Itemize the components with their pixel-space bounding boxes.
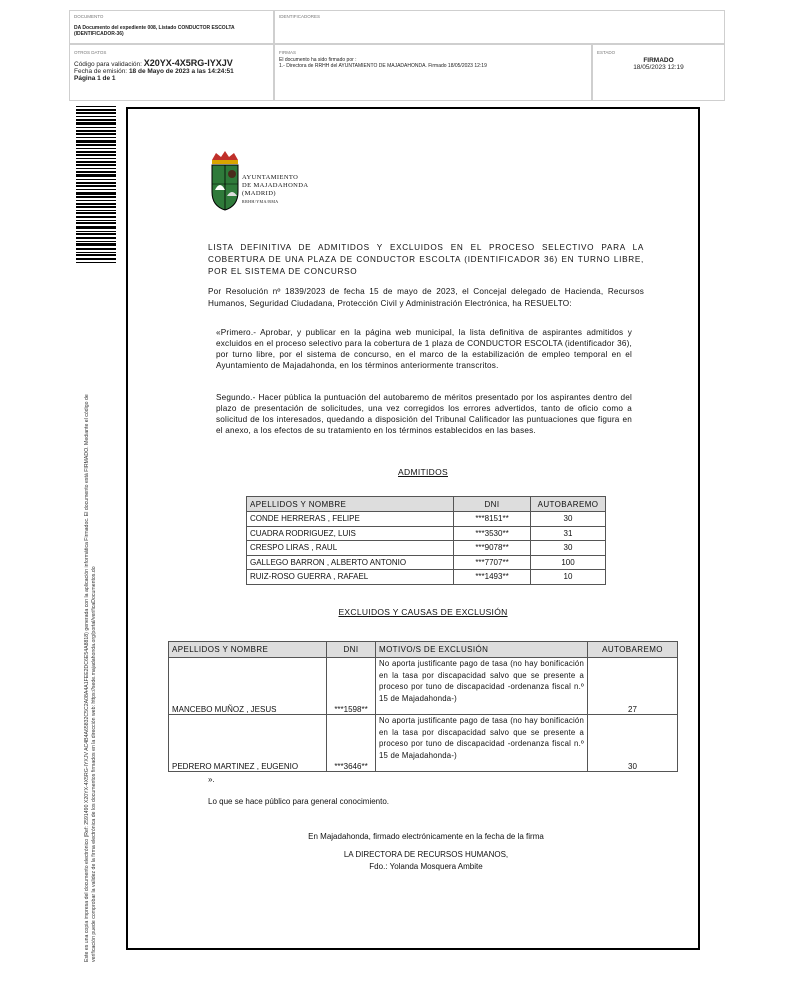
identificadores-label: IDENTIFICADORES bbox=[279, 14, 321, 19]
barcode-bar bbox=[76, 140, 116, 143]
side-verification-note bbox=[84, 302, 98, 962]
barcode-bar bbox=[76, 241, 116, 242]
admitidos-row bbox=[247, 541, 606, 556]
admitidos-header-dni: DNI bbox=[454, 497, 531, 512]
barcode-bar bbox=[76, 109, 116, 111]
excluidos-cell-name: MANCEBO MUÑOZ , JESUS bbox=[169, 658, 327, 715]
otros-box bbox=[69, 44, 274, 101]
barcode-bar bbox=[76, 220, 116, 221]
excluidos-heading: EXCLUIDOS Y CAUSAS DE EXCLUSIÓN bbox=[338, 607, 508, 617]
admitidos-header-score: AUTOBAREMO bbox=[531, 497, 606, 512]
barcode-bar bbox=[76, 216, 116, 218]
barcode-bar bbox=[76, 148, 116, 149]
barcode-bar bbox=[76, 206, 116, 208]
side-note-line2: verificación puede comprobar la validez de la firma electrónica de los documentos firmados en la dirección web: https://sede.majadahonda.org/portal/verificaDocumentos.do bbox=[91, 566, 97, 962]
excluidos-row bbox=[169, 658, 678, 715]
barcode-bar bbox=[76, 210, 116, 211]
admitidos-row bbox=[247, 555, 606, 570]
admitidos-table bbox=[246, 496, 606, 585]
barcode-bar bbox=[76, 200, 116, 201]
signature-place: En Majadahonda, firmado electrónicamente en la fecha de la firma bbox=[308, 832, 544, 841]
firmas-box bbox=[274, 44, 592, 101]
excluidos-header-dni: DNI bbox=[327, 642, 376, 658]
documento-label: DOCUMENTO bbox=[74, 14, 104, 19]
excluidos-cell-score: 27 bbox=[588, 658, 678, 715]
admitidos-cell-dni: ***3530** bbox=[454, 526, 531, 541]
admitidos-cell-score: 10 bbox=[531, 570, 606, 585]
barcode-bar bbox=[76, 222, 116, 224]
organization-name bbox=[242, 174, 308, 206]
admitidos-row bbox=[247, 526, 606, 541]
barcode bbox=[76, 106, 116, 282]
admitidos-cell-score: 30 bbox=[531, 512, 606, 527]
barcode-bar bbox=[76, 106, 116, 107]
barcode-bar bbox=[76, 262, 116, 263]
barcode-bar bbox=[76, 226, 116, 229]
admitidos-cell-dni: ***9078** bbox=[454, 541, 531, 556]
barcode-bar bbox=[76, 130, 116, 132]
barcode-bar bbox=[76, 158, 116, 159]
barcode-bar bbox=[76, 174, 116, 177]
barcode-bar bbox=[76, 212, 116, 214]
admitidos-row bbox=[247, 512, 606, 527]
barcode-bar bbox=[76, 168, 116, 169]
document-title: LISTA DEFINITIVA DE ADMITIDOS Y EXCLUIDOS EN EL PROCESO SELECTIVO PARA LA COBERTURA DE UNA PLAZA DE CONDUCTOR ESCOLTA (IDENTIFICADOR 36) EN TURNO LIBRE, POR EL SISTEMA DE CONCURSO bbox=[208, 243, 644, 276]
ids-box bbox=[274, 10, 725, 44]
barcode-bar bbox=[76, 133, 116, 135]
barcode-bar bbox=[76, 248, 116, 250]
admitidos-cell-score: 100 bbox=[531, 555, 606, 570]
barcode-bar bbox=[76, 243, 116, 246]
barcode-bar bbox=[76, 237, 116, 239]
barcode-bar bbox=[76, 182, 116, 184]
excluidos-header-score: AUTOBAREMO bbox=[588, 642, 678, 658]
fecha-label: Fecha de emisión: bbox=[74, 68, 128, 75]
barcode-bar bbox=[76, 233, 116, 235]
firmas-label: FIRMAS bbox=[279, 50, 297, 55]
barcode-bar bbox=[76, 252, 116, 253]
excluidos-header-motivo: MOTIVO/S DE EXCLUSIÓN bbox=[376, 642, 588, 658]
estado-value: FIRMADO bbox=[643, 57, 674, 64]
estado-date: 18/05/2023 12:19 bbox=[633, 64, 684, 71]
barcode-bar bbox=[76, 254, 116, 256]
barcode-bar bbox=[76, 258, 116, 260]
side-note-line1: Este es una copia impresa del documento electrónico (Ref: 2591490 X20YX-4X5RG-IYXJV AC4B4A65832C5C2A08A4A1FEE2DC6E54A8818) generada con la aplicación informática Firmadoc. El documento está FIRMADO. Mediante el código de bbox=[84, 394, 90, 962]
admitidos-cell-name: CONDE HERRERAS , FELIPE bbox=[247, 512, 454, 527]
coat-of-arms-logo bbox=[208, 150, 242, 212]
closing-line: Lo que se hace público para general conocimiento. bbox=[208, 797, 390, 806]
barcode-bar bbox=[76, 171, 116, 173]
doc-box bbox=[69, 10, 274, 44]
barcode-bar bbox=[76, 179, 116, 180]
firmas-line1: El documento ha sido firmado por : bbox=[279, 57, 357, 63]
barcode-bar bbox=[76, 161, 116, 163]
excluidos-header-name: APELLIDOS Y NOMBRE bbox=[169, 642, 327, 658]
segundo-paragraph: Segundo.- Hacer pública la puntuación del autobaremo de méritos presentado por los aspirantes dentro del plazo de presentación de solicitudes, una vez corregidos los errores advertidos, tanto de oficio como a solicitud de los interesados, quedando a disposición del Tribunal Calificador las puntuaciones que figura en el anexo, a los efectos de su tratamiento en los términos establecidos en las bases. bbox=[216, 393, 632, 435]
admitidos-cell-name: RUIZ-ROSO GUERRA , RAFAEL bbox=[247, 570, 454, 585]
admitidos-row bbox=[247, 570, 606, 585]
excluidos-cell-motivo: No aporta justificante pago de tasa (no hay bonificación en la tasa por discapacidad salvo que se presente a proceso por tuno de discapacidad -ordenanza fiscal n.º 15 de Majadahonda-) bbox=[376, 658, 588, 715]
barcode-bar bbox=[76, 189, 116, 190]
org-line3: (MADRID) bbox=[242, 190, 276, 197]
barcode-bar bbox=[76, 119, 116, 121]
codigo-label: Código para validación: bbox=[74, 61, 142, 68]
barcode-bar bbox=[76, 192, 116, 195]
excluidos-cell-motivo: No aporta justificante pago de tasa (no hay bonificación en la tasa por discapacidad salvo que se presente a proceso por tuno de discapacidad -ordenanza fiscal n.º 15 de Majadahonda-) bbox=[376, 715, 588, 772]
barcode-bar bbox=[76, 137, 116, 138]
barcode-bar bbox=[76, 144, 116, 146]
documento-value: DA Documento del expediente 008, Listado CONDUCTOR ESCOLTA (IDENTIFICADOR-36) bbox=[74, 25, 235, 37]
admitidos-cell-name: GALLEGO BARRON , ALBERTO ANTONIO bbox=[247, 555, 454, 570]
otros-label: OTROS DATOS bbox=[74, 50, 107, 55]
org-line2: DE MAJADAHONDA bbox=[242, 182, 309, 189]
excluidos-row bbox=[169, 715, 678, 772]
estado-box bbox=[592, 44, 725, 101]
codigo-value: X20YX-4X5RG-IYXJV bbox=[143, 58, 233, 68]
excluidos-cell-score: 30 bbox=[588, 715, 678, 772]
excluidos-cell-dni: ***3646** bbox=[327, 715, 376, 772]
barcode-bar bbox=[76, 122, 116, 125]
pagina: Página 1 de 1 bbox=[74, 75, 116, 82]
admitidos-heading: ADMITIDOS bbox=[398, 467, 448, 477]
signature-name: Fdo.: Yolanda Mosquera Ambite bbox=[369, 862, 483, 871]
barcode-bar bbox=[76, 185, 116, 187]
admitidos-cell-name: CUADRA RODRIGUEZ, LUIS bbox=[247, 526, 454, 541]
resolution-paragraph: Por Resolución nº 1839/2023 de fecha 15 de mayo de 2023, el Concejal delegado de Hacienda, Recursos Humanos, Seguridad Ciudadana, Protección Civil y Administración Electrónica, ha RESUELTO: bbox=[208, 287, 644, 308]
admitidos-cell-dni: ***8151** bbox=[454, 512, 531, 527]
barcode-bar bbox=[76, 151, 116, 153]
barcode-bar bbox=[76, 127, 116, 128]
excluidos-cell-dni: ***1598** bbox=[327, 658, 376, 715]
estado-label: ESTADO bbox=[597, 50, 616, 55]
org-line1: AYUNTAMIENTO bbox=[242, 174, 299, 181]
barcode-bar bbox=[76, 154, 116, 156]
barcode-bar bbox=[76, 112, 116, 114]
excluidos-table bbox=[168, 641, 678, 772]
barcode-bar bbox=[76, 164, 116, 166]
barcode-bar bbox=[76, 196, 116, 198]
admitidos-header-name: APELLIDOS Y NOMBRE bbox=[247, 497, 454, 512]
barcode-bar bbox=[76, 203, 116, 205]
fecha-value: 18 de Mayo de 2023 a las 14:24:51 bbox=[128, 68, 234, 75]
admitidos-cell-score: 30 bbox=[531, 541, 606, 556]
primero-paragraph: «Primero.- Aprobar, y publicar en la página web municipal, la lista definitiva de aspirantes admitidos y excluidos en el proceso selectivo para la cobertura de 1 plaza de CONDUCTOR ESCOLTA (identificador 36), por turno libre, por el sistema de concurso, en el marco de la estabilización de empleo temporal en el Ayuntamiento de Majadahonda, en los términos anteriormente transcritos. bbox=[216, 328, 632, 370]
barcode-bar bbox=[76, 116, 116, 117]
admitidos-cell-dni: ***7707** bbox=[454, 555, 531, 570]
closing-quote: ». bbox=[208, 775, 215, 784]
barcode-bar bbox=[76, 231, 116, 232]
admitidos-cell-score: 31 bbox=[531, 526, 606, 541]
org-code: RRHH/YMA/BMA bbox=[242, 199, 279, 204]
firmas-line2: 1.- Directora de RRHH del AYUNTAMIENTO DE MAJADAHONDA. Firmado 18/05/2023 12:19 bbox=[279, 63, 487, 69]
admitidos-cell-name: CRESPO LIRAS , RAUL bbox=[247, 541, 454, 556]
excluidos-cell-name: PEDRERO MARTINEZ , EUGENIO bbox=[169, 715, 327, 772]
signature-title: LA DIRECTORA DE RECURSOS HUMANOS, bbox=[343, 850, 509, 859]
admitidos-cell-dni: ***1493** bbox=[454, 570, 531, 585]
